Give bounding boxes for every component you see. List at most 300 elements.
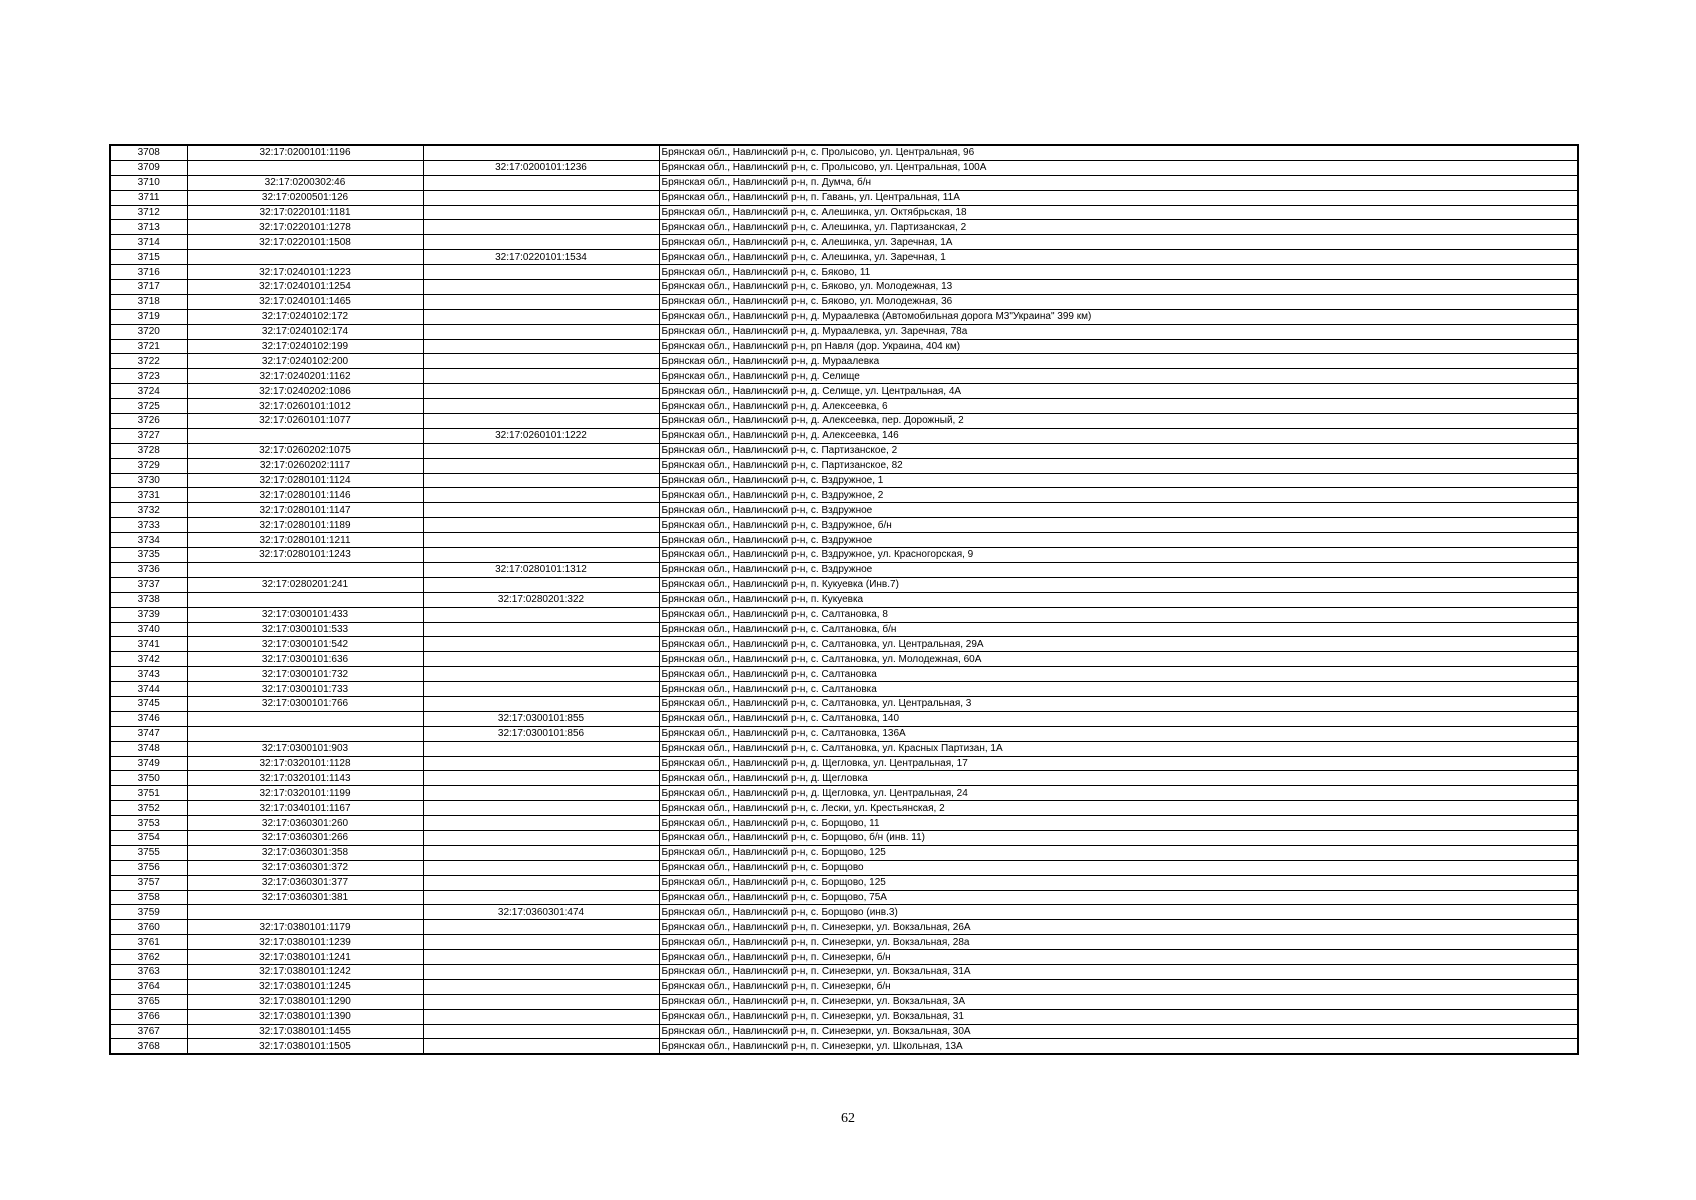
table-row <box>110 414 1578 429</box>
cadastral-number-alt-cell <box>423 190 659 205</box>
table-row <box>110 369 1578 384</box>
row-number-cell: 3724 <box>110 384 187 399</box>
cadastral-number-cell: 32:17:0260202:1117 <box>187 458 423 473</box>
cadastral-number-alt-cell <box>423 294 659 309</box>
address-cell: Брянская обл., Навлинский р-н, с. Алешинка, ул. Октябрьская, 18 <box>659 205 1578 220</box>
address-cell: Брянская обл., Навлинский р-н, с. Салтановка, 136А <box>659 726 1578 741</box>
address-cell: Брянская обл., Навлинский р-н, с. Партизанское, 2 <box>659 443 1578 458</box>
row-number-cell: 3759 <box>110 905 187 920</box>
cadastral-number-alt-cell <box>423 994 659 1009</box>
cadastral-number-alt-cell <box>423 414 659 429</box>
cadastral-number-cell: 32:17:0280101:1211 <box>187 533 423 548</box>
table-row <box>110 801 1578 816</box>
address-cell: Брянская обл., Навлинский р-н, с. Лески, ул. Крестьянская, 2 <box>659 801 1578 816</box>
cadastral-number-cell: 32:17:0380101:1505 <box>187 1039 423 1054</box>
cadastral-number-alt-cell <box>423 324 659 339</box>
cadastral-number-alt-cell <box>423 741 659 756</box>
address-cell: Брянская обл., Навлинский р-н, рп Навля (дор. Украина, 404 км) <box>659 339 1578 354</box>
cadastral-number-alt-cell <box>423 935 659 950</box>
row-number-cell: 3722 <box>110 354 187 369</box>
row-number-cell: 3729 <box>110 458 187 473</box>
address-cell: Брянская обл., Навлинский р-н, с. Пролысово, ул. Центральная, 96 <box>659 145 1578 160</box>
cadastral-number-cell: 32:17:0240101:1223 <box>187 265 423 280</box>
cadastral-number-alt-cell <box>423 979 659 994</box>
row-number-cell: 3717 <box>110 280 187 295</box>
table-row <box>110 950 1578 965</box>
cadastral-number-alt-cell: 32:17:0260101:1222 <box>423 428 659 443</box>
cadastral-number-cell <box>187 592 423 607</box>
row-number-cell: 3746 <box>110 711 187 726</box>
cadastral-number-cell <box>187 905 423 920</box>
table-row <box>110 399 1578 414</box>
table-row <box>110 548 1578 563</box>
cadastral-number-alt-cell <box>423 548 659 563</box>
address-cell: Брянская обл., Навлинский р-н, с. Борщово, 75А <box>659 890 1578 905</box>
row-number-cell: 3752 <box>110 801 187 816</box>
cadastral-number-alt-cell <box>423 696 659 711</box>
address-cell: Брянская обл., Навлинский р-н, с. Бяково, ул. Молодежная, 36 <box>659 294 1578 309</box>
row-number-cell: 3716 <box>110 265 187 280</box>
cadastral-number-alt-cell <box>423 816 659 831</box>
row-number-cell: 3757 <box>110 875 187 890</box>
row-number-cell: 3737 <box>110 577 187 592</box>
table-row <box>110 607 1578 622</box>
cadastral-number-alt-cell <box>423 890 659 905</box>
address-cell: Брянская обл., Навлинский р-н, с. Алешинка, ул. Партизанская, 2 <box>659 220 1578 235</box>
row-number-cell: 3741 <box>110 637 187 652</box>
cadastral-number-alt-cell <box>423 920 659 935</box>
address-cell: Брянская обл., Навлинский р-н, д. Щегловка <box>659 771 1578 786</box>
address-cell: Брянская обл., Навлинский р-н, д. Алексеевка, 6 <box>659 399 1578 414</box>
cadastral-number-alt-cell <box>423 771 659 786</box>
table-row <box>110 458 1578 473</box>
table-row <box>110 294 1578 309</box>
address-cell: Брянская обл., Навлинский р-н, с. Пролысово, ул. Центральная, 100А <box>659 160 1578 175</box>
cadastral-number-cell: 32:17:0380101:1179 <box>187 920 423 935</box>
table-row <box>110 428 1578 443</box>
table-row <box>110 935 1578 950</box>
cadastral-number-alt-cell: 32:17:0200101:1236 <box>423 160 659 175</box>
address-cell: Брянская обл., Навлинский р-н, с. Салтановка, ул. Молодежная, 60А <box>659 652 1578 667</box>
table-row <box>110 488 1578 503</box>
address-cell: Брянская обл., Навлинский р-н, с. Бяково, 11 <box>659 265 1578 280</box>
table-row <box>110 160 1578 175</box>
page-number: 62 <box>841 1111 855 1126</box>
cadastral-number-cell: 32:17:0220101:1508 <box>187 235 423 250</box>
table-row <box>110 994 1578 1009</box>
table-row <box>110 533 1578 548</box>
address-cell: Брянская обл., Навлинский р-н, с. Вздружное <box>659 503 1578 518</box>
row-number-cell: 3713 <box>110 220 187 235</box>
cadastral-number-cell: 32:17:0240102:199 <box>187 339 423 354</box>
property-registry-table <box>109 144 1579 1055</box>
address-cell: Брянская обл., Навлинский р-н, п. Синезерки, ул. Вокзальная, 30А <box>659 1024 1578 1039</box>
cadastral-number-cell: 32:17:0300101:533 <box>187 622 423 637</box>
cadastral-number-alt-cell: 32:17:0300101:855 <box>423 711 659 726</box>
cadastral-number-alt-cell <box>423 488 659 503</box>
cadastral-number-cell: 32:17:0360301:372 <box>187 860 423 875</box>
cadastral-number-alt-cell <box>423 622 659 637</box>
cadastral-number-alt-cell <box>423 220 659 235</box>
table-row <box>110 518 1578 533</box>
row-number-cell: 3743 <box>110 667 187 682</box>
row-number-cell: 3760 <box>110 920 187 935</box>
address-cell: Брянская обл., Навлинский р-н, п. Синезерки, ул. Школьная, 13А <box>659 1039 1578 1054</box>
cadastral-number-cell: 32:17:0260101:1077 <box>187 414 423 429</box>
address-cell: Брянская обл., Навлинский р-н, с. Салтановка, б/н <box>659 622 1578 637</box>
table-row <box>110 1039 1578 1054</box>
table-row <box>110 443 1578 458</box>
cadastral-number-cell: 32:17:0220101:1181 <box>187 205 423 220</box>
table-row <box>110 265 1578 280</box>
table-row <box>110 816 1578 831</box>
cadastral-number-alt-cell <box>423 309 659 324</box>
table-row <box>110 920 1578 935</box>
cadastral-number-cell: 32:17:0300101:433 <box>187 607 423 622</box>
cadastral-number-alt-cell <box>423 682 659 697</box>
cadastral-number-alt-cell <box>423 964 659 979</box>
row-number-cell: 3758 <box>110 890 187 905</box>
table-row <box>110 280 1578 295</box>
row-number-cell: 3719 <box>110 309 187 324</box>
cadastral-number-alt-cell <box>423 384 659 399</box>
cadastral-number-cell: 32:17:0380101:1290 <box>187 994 423 1009</box>
table-row <box>110 696 1578 711</box>
cadastral-number-alt-cell <box>423 1024 659 1039</box>
table-row <box>110 682 1578 697</box>
cadastral-number-alt-cell <box>423 369 659 384</box>
address-cell: Брянская обл., Навлинский р-н, д. Щегловка, ул. Центральная, 24 <box>659 786 1578 801</box>
cadastral-number-cell <box>187 726 423 741</box>
cadastral-number-alt-cell <box>423 518 659 533</box>
address-cell: Брянская обл., Навлинский р-н, с. Борщово, б/н (инв. 11) <box>659 830 1578 845</box>
address-cell: Брянская обл., Навлинский р-н, п. Синезерки, ул. Вокзальная, 31А <box>659 964 1578 979</box>
address-cell: Брянская обл., Навлинский р-н, д. Мураалевка <box>659 354 1578 369</box>
table-row <box>110 1024 1578 1039</box>
cadastral-number-cell: 32:17:0360301:381 <box>187 890 423 905</box>
row-number-cell: 3712 <box>110 205 187 220</box>
address-cell: Брянская обл., Навлинский р-н, п. Синезерки, б/н <box>659 950 1578 965</box>
cadastral-number-cell: 32:17:0340101:1167 <box>187 801 423 816</box>
address-cell: Брянская обл., Навлинский р-н, с. Вздружное, 1 <box>659 473 1578 488</box>
cadastral-number-cell: 32:17:0380101:1390 <box>187 1009 423 1024</box>
cadastral-number-cell: 32:17:0200501:126 <box>187 190 423 205</box>
cadastral-number-cell: 32:17:0320101:1143 <box>187 771 423 786</box>
row-number-cell: 3745 <box>110 696 187 711</box>
address-cell: Брянская обл., Навлинский р-н, с. Салтановка <box>659 682 1578 697</box>
table-row <box>110 354 1578 369</box>
cadastral-number-cell: 32:17:0360301:260 <box>187 816 423 831</box>
row-number-cell: 3718 <box>110 294 187 309</box>
cadastral-number-cell: 32:17:0240101:1465 <box>187 294 423 309</box>
cadastral-number-alt-cell <box>423 667 659 682</box>
table-row <box>110 875 1578 890</box>
row-number-cell: 3756 <box>110 860 187 875</box>
row-number-cell: 3723 <box>110 369 187 384</box>
cadastral-number-cell: 32:17:0360301:358 <box>187 845 423 860</box>
address-cell: Брянская обл., Навлинский р-н, п. Кукуевка (Инв.7) <box>659 577 1578 592</box>
row-number-cell: 3761 <box>110 935 187 950</box>
cadastral-number-alt-cell: 32:17:0220101:1534 <box>423 250 659 265</box>
address-cell: Брянская обл., Навлинский р-н, с. Борщово, 11 <box>659 816 1578 831</box>
table-row <box>110 324 1578 339</box>
address-cell: Брянская обл., Навлинский р-н, с. Салтановка, ул. Центральная, 3 <box>659 696 1578 711</box>
cadastral-number-alt-cell <box>423 339 659 354</box>
cadastral-number-cell: 32:17:0380101:1241 <box>187 950 423 965</box>
address-cell: Брянская обл., Навлинский р-н, с. Партизанское, 82 <box>659 458 1578 473</box>
cadastral-number-cell: 32:17:0280101:1146 <box>187 488 423 503</box>
cadastral-number-cell <box>187 428 423 443</box>
row-number-cell: 3721 <box>110 339 187 354</box>
cadastral-number-cell: 32:17:0300101:636 <box>187 652 423 667</box>
row-number-cell: 3730 <box>110 473 187 488</box>
cadastral-number-cell: 32:17:0300101:766 <box>187 696 423 711</box>
row-number-cell: 3749 <box>110 756 187 771</box>
cadastral-number-alt-cell <box>423 443 659 458</box>
row-number-cell: 3748 <box>110 741 187 756</box>
cadastral-number-cell <box>187 562 423 577</box>
table-row <box>110 622 1578 637</box>
row-number-cell: 3763 <box>110 964 187 979</box>
row-number-cell: 3734 <box>110 533 187 548</box>
cadastral-number-alt-cell <box>423 860 659 875</box>
table-row <box>110 384 1578 399</box>
table-row <box>110 667 1578 682</box>
row-number-cell: 3755 <box>110 845 187 860</box>
cadastral-number-cell <box>187 711 423 726</box>
cadastral-number-alt-cell <box>423 145 659 160</box>
cadastral-number-cell: 32:17:0360301:377 <box>187 875 423 890</box>
cadastral-number-alt-cell: 32:17:0300101:856 <box>423 726 659 741</box>
table-row <box>110 726 1578 741</box>
row-number-cell: 3727 <box>110 428 187 443</box>
cadastral-number-alt-cell <box>423 577 659 592</box>
table-row <box>110 771 1578 786</box>
cadastral-number-cell: 32:17:0300101:903 <box>187 741 423 756</box>
address-cell: Брянская обл., Навлинский р-н, с. Борщово (инв.3) <box>659 905 1578 920</box>
table-row <box>110 786 1578 801</box>
table-row <box>110 220 1578 235</box>
table-row <box>110 473 1578 488</box>
table-row <box>110 1009 1578 1024</box>
cadastral-number-cell: 32:17:0200101:1196 <box>187 145 423 160</box>
cadastral-number-alt-cell <box>423 652 659 667</box>
cadastral-number-alt-cell <box>423 845 659 860</box>
cadastral-number-cell: 32:17:0200302:46 <box>187 175 423 190</box>
cadastral-number-alt-cell <box>423 354 659 369</box>
cadastral-number-cell <box>187 250 423 265</box>
address-cell: Брянская обл., Навлинский р-н, п. Синезерки, ул. Вокзальная, 3А <box>659 994 1578 1009</box>
cadastral-number-cell: 32:17:0380101:1245 <box>187 979 423 994</box>
cadastral-number-alt-cell: 32:17:0360301:474 <box>423 905 659 920</box>
table-row <box>110 503 1578 518</box>
table-row <box>110 562 1578 577</box>
row-number-cell: 3708 <box>110 145 187 160</box>
cadastral-number-cell: 32:17:0240201:1162 <box>187 369 423 384</box>
row-number-cell: 3738 <box>110 592 187 607</box>
table-row <box>110 235 1578 250</box>
cadastral-number-alt-cell: 32:17:0280201:322 <box>423 592 659 607</box>
address-cell: Брянская обл., Навлинский р-н, с. Вздружное, б/н <box>659 518 1578 533</box>
cadastral-number-cell: 32:17:0380101:1239 <box>187 935 423 950</box>
row-number-cell: 3714 <box>110 235 187 250</box>
table-row <box>110 830 1578 845</box>
row-number-cell: 3735 <box>110 548 187 563</box>
table-row <box>110 711 1578 726</box>
cadastral-number-cell: 32:17:0240102:172 <box>187 309 423 324</box>
row-number-cell: 3733 <box>110 518 187 533</box>
cadastral-number-alt-cell <box>423 950 659 965</box>
row-number-cell: 3726 <box>110 414 187 429</box>
cadastral-number-cell: 32:17:0260202:1075 <box>187 443 423 458</box>
cadastral-number-alt-cell <box>423 265 659 280</box>
cadastral-number-alt-cell <box>423 607 659 622</box>
cadastral-number-cell: 32:17:0280101:1243 <box>187 548 423 563</box>
row-number-cell: 3715 <box>110 250 187 265</box>
cadastral-number-alt-cell <box>423 458 659 473</box>
address-cell: Брянская обл., Навлинский р-н, д. Алексеевка, 146 <box>659 428 1578 443</box>
table-row <box>110 905 1578 920</box>
address-cell: Брянская обл., Навлинский р-н, с. Борщово, 125 <box>659 845 1578 860</box>
address-cell: Брянская обл., Навлинский р-н, с. Салтановка, 8 <box>659 607 1578 622</box>
table-row <box>110 250 1578 265</box>
table-row <box>110 964 1578 979</box>
table-row <box>110 339 1578 354</box>
row-number-cell: 3742 <box>110 652 187 667</box>
cadastral-number-cell <box>187 160 423 175</box>
row-number-cell: 3754 <box>110 830 187 845</box>
table-row <box>110 309 1578 324</box>
address-cell: Брянская обл., Навлинский р-н, д. Селище, ул. Центральная, 4А <box>659 384 1578 399</box>
row-number-cell: 3732 <box>110 503 187 518</box>
cadastral-number-alt-cell <box>423 1009 659 1024</box>
address-cell: Брянская обл., Навлинский р-н, с. Вздружное <box>659 533 1578 548</box>
cadastral-number-alt-cell <box>423 801 659 816</box>
cadastral-number-alt-cell <box>423 830 659 845</box>
cadastral-number-alt-cell: 32:17:0280101:1312 <box>423 562 659 577</box>
table-row <box>110 860 1578 875</box>
cadastral-number-cell: 32:17:0280101:1124 <box>187 473 423 488</box>
cadastral-number-cell: 32:17:0380101:1242 <box>187 964 423 979</box>
address-cell: Брянская обл., Навлинский р-н, с. Алешинка, ул. Заречная, 1А <box>659 235 1578 250</box>
cadastral-number-alt-cell <box>423 503 659 518</box>
address-cell: Брянская обл., Навлинский р-н, с. Борщово, 125 <box>659 875 1578 890</box>
address-cell: Брянская обл., Навлинский р-н, п. Синезерки, ул. Вокзальная, 26А <box>659 920 1578 935</box>
table-row <box>110 190 1578 205</box>
address-cell: Брянская обл., Навлинский р-н, д. Алексеевка, пер. Дорожный, 2 <box>659 414 1578 429</box>
address-cell: Брянская обл., Навлинский р-н, с. Салтановка, ул. Красных Партизан, 1А <box>659 741 1578 756</box>
table-row <box>110 175 1578 190</box>
address-cell: Брянская обл., Навлинский р-н, д. Мураалевка (Автомобильная дорога М3"Украина" 399 км) <box>659 309 1578 324</box>
address-cell: Брянская обл., Навлинский р-н, д. Селище <box>659 369 1578 384</box>
row-number-cell: 3709 <box>110 160 187 175</box>
row-number-cell: 3744 <box>110 682 187 697</box>
table-row <box>110 741 1578 756</box>
row-number-cell: 3751 <box>110 786 187 801</box>
cadastral-number-cell: 32:17:0260101:1012 <box>187 399 423 414</box>
cadastral-number-cell: 32:17:0380101:1455 <box>187 1024 423 1039</box>
address-cell: Брянская обл., Навлинский р-н, с. Вздружное, 2 <box>659 488 1578 503</box>
row-number-cell: 3768 <box>110 1039 187 1054</box>
address-cell: Брянская обл., Навлинский р-н, п. Гавань, ул. Центральная, 11А <box>659 190 1578 205</box>
cadastral-number-cell: 32:17:0280101:1189 <box>187 518 423 533</box>
table-row <box>110 145 1578 160</box>
address-cell: Брянская обл., Навлинский р-н, п. Думча, б/н <box>659 175 1578 190</box>
row-number-cell: 3711 <box>110 190 187 205</box>
table-row <box>110 205 1578 220</box>
table-row <box>110 652 1578 667</box>
cadastral-number-alt-cell <box>423 786 659 801</box>
row-number-cell: 3747 <box>110 726 187 741</box>
address-cell: Брянская обл., Навлинский р-н, д. Мураалевка, ул. Заречная, 78а <box>659 324 1578 339</box>
row-number-cell: 3720 <box>110 324 187 339</box>
address-cell: Брянская обл., Навлинский р-н, п. Синезерки, ул. Вокзальная, 28а <box>659 935 1578 950</box>
address-cell: Брянская обл., Навлинский р-н, п. Кукуевка <box>659 592 1578 607</box>
row-number-cell: 3765 <box>110 994 187 1009</box>
cadastral-number-cell: 32:17:0300101:733 <box>187 682 423 697</box>
address-cell: Брянская обл., Навлинский р-н, с. Алешинка, ул. Заречная, 1 <box>659 250 1578 265</box>
cadastral-number-alt-cell <box>423 175 659 190</box>
cadastral-number-alt-cell <box>423 875 659 890</box>
address-cell: Брянская обл., Навлинский р-н, с. Борщово <box>659 860 1578 875</box>
address-cell: Брянская обл., Навлинский р-н, с. Вздружное, ул. Красногорская, 9 <box>659 548 1578 563</box>
cadastral-number-alt-cell <box>423 473 659 488</box>
cadastral-number-cell: 32:17:0240102:174 <box>187 324 423 339</box>
cadastral-number-cell: 32:17:0280101:1147 <box>187 503 423 518</box>
cadastral-number-alt-cell <box>423 399 659 414</box>
address-cell: Брянская обл., Навлинский р-н, с. Салтановка <box>659 667 1578 682</box>
row-number-cell: 3762 <box>110 950 187 965</box>
cadastral-number-alt-cell <box>423 1039 659 1054</box>
cadastral-number-alt-cell <box>423 205 659 220</box>
table-row <box>110 637 1578 652</box>
table-row <box>110 890 1578 905</box>
address-cell: Брянская обл., Навлинский р-н, с. Вздружное <box>659 562 1578 577</box>
row-number-cell: 3728 <box>110 443 187 458</box>
row-number-cell: 3753 <box>110 816 187 831</box>
table-row <box>110 979 1578 994</box>
cadastral-number-alt-cell <box>423 533 659 548</box>
cadastral-number-alt-cell <box>423 756 659 771</box>
table-row <box>110 756 1578 771</box>
cadastral-number-cell: 32:17:0300101:732 <box>187 667 423 682</box>
address-cell: Брянская обл., Навлинский р-н, с. Бяково, ул. Молодежная, 13 <box>659 280 1578 295</box>
row-number-cell: 3740 <box>110 622 187 637</box>
row-number-cell: 3767 <box>110 1024 187 1039</box>
row-number-cell: 3731 <box>110 488 187 503</box>
cadastral-number-cell: 32:17:0240202:1086 <box>187 384 423 399</box>
cadastral-number-cell: 32:17:0320101:1128 <box>187 756 423 771</box>
row-number-cell: 3736 <box>110 562 187 577</box>
row-number-cell: 3766 <box>110 1009 187 1024</box>
cadastral-number-alt-cell <box>423 235 659 250</box>
row-number-cell: 3739 <box>110 607 187 622</box>
cadastral-number-alt-cell <box>423 280 659 295</box>
cadastral-number-alt-cell <box>423 637 659 652</box>
address-cell: Брянская обл., Навлинский р-н, с. Салтановка, 140 <box>659 711 1578 726</box>
address-cell: Брянская обл., Навлинский р-н, п. Синезерки, ул. Вокзальная, 31 <box>659 1009 1578 1024</box>
address-cell: Брянская обл., Навлинский р-н, д. Щегловка, ул. Центральная, 17 <box>659 756 1578 771</box>
cadastral-number-cell: 32:17:0240101:1254 <box>187 280 423 295</box>
cadastral-number-cell: 32:17:0240102:200 <box>187 354 423 369</box>
table-row <box>110 592 1578 607</box>
cadastral-number-cell: 32:17:0320101:1199 <box>187 786 423 801</box>
row-number-cell: 3764 <box>110 979 187 994</box>
address-cell: Брянская обл., Навлинский р-н, п. Синезерки, б/н <box>659 979 1578 994</box>
cadastral-number-cell: 32:17:0300101:542 <box>187 637 423 652</box>
row-number-cell: 3750 <box>110 771 187 786</box>
registry-table-body <box>110 145 1578 1054</box>
